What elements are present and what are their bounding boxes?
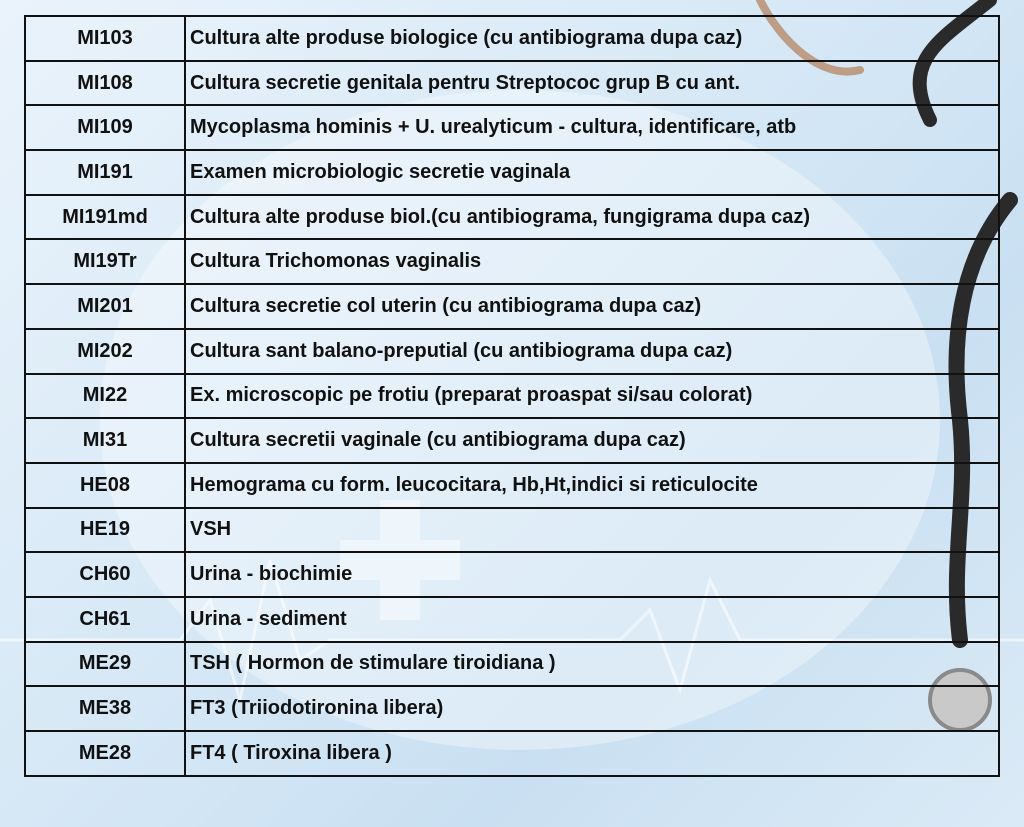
table-row bbox=[25, 105, 999, 150]
analysis-description: Cultura secretie col uterin (cu antibiograma dupa caz) bbox=[185, 284, 999, 329]
analysis-description: VSH bbox=[185, 508, 999, 553]
analysis-code: MI19Tr bbox=[25, 239, 185, 284]
analysis-description: Cultura sant balano-preputial (cu antibiograma dupa caz) bbox=[185, 329, 999, 374]
table-row bbox=[25, 731, 999, 776]
analysis-description: Urina - biochimie bbox=[185, 552, 999, 597]
table-row bbox=[25, 329, 999, 374]
table-row bbox=[25, 642, 999, 687]
table-row bbox=[25, 418, 999, 463]
analysis-description: Cultura alte produse biologice (cu antibiograma dupa caz) bbox=[185, 16, 999, 61]
analysis-description: Urina - sediment bbox=[185, 597, 999, 642]
analysis-code: HE08 bbox=[25, 463, 185, 508]
table-row bbox=[25, 239, 999, 284]
analysis-table bbox=[24, 15, 1000, 777]
analysis-code: ME38 bbox=[25, 686, 185, 731]
table-row bbox=[25, 463, 999, 508]
analysis-description: Examen microbiologic secretie vaginala bbox=[185, 150, 999, 195]
analysis-code: CH60 bbox=[25, 552, 185, 597]
analysis-description: Hemograma cu form. leucocitara, Hb,Ht,indici si reticulocite bbox=[185, 463, 999, 508]
table-row bbox=[25, 284, 999, 329]
analysis-code: MI103 bbox=[25, 16, 185, 61]
analysis-description: Mycoplasma hominis + U. urealyticum - cultura, identificare, atb bbox=[185, 105, 999, 150]
analysis-code: MI22 bbox=[25, 374, 185, 419]
analysis-description: Ex. microscopic pe frotiu (preparat proaspat si/sau colorat) bbox=[185, 374, 999, 419]
table-row bbox=[25, 552, 999, 597]
analysis-description: Cultura secretie genitala pentru Streptococ grup B cu ant. bbox=[185, 61, 999, 106]
table-row bbox=[25, 150, 999, 195]
analysis-description: Cultura alte produse biol.(cu antibiograma, fungigrama dupa caz) bbox=[185, 195, 999, 240]
table-row bbox=[25, 374, 999, 419]
table-row bbox=[25, 508, 999, 553]
table-row bbox=[25, 686, 999, 731]
analysis-code: MI109 bbox=[25, 105, 185, 150]
analysis-code: ME29 bbox=[25, 642, 185, 687]
analysis-table-container bbox=[24, 15, 1000, 809]
analysis-code: ME28 bbox=[25, 731, 185, 776]
analysis-code: MI31 bbox=[25, 418, 185, 463]
analysis-code: CH61 bbox=[25, 597, 185, 642]
table-row bbox=[25, 16, 999, 61]
table-row bbox=[25, 597, 999, 642]
analysis-description: TSH ( Hormon de stimulare tiroidiana ) bbox=[185, 642, 999, 687]
analysis-code: MI191md bbox=[25, 195, 185, 240]
analysis-code: MI108 bbox=[25, 61, 185, 106]
analysis-description: Cultura secretii vaginale (cu antibiograma dupa caz) bbox=[185, 418, 999, 463]
analysis-code: MI201 bbox=[25, 284, 185, 329]
analysis-code: MI191 bbox=[25, 150, 185, 195]
analysis-code: HE19 bbox=[25, 508, 185, 553]
table-row bbox=[25, 61, 999, 106]
analysis-description: FT3 (Triiodotironina libera) bbox=[185, 686, 999, 731]
table-row bbox=[25, 195, 999, 240]
analysis-description: Cultura Trichomonas vaginalis bbox=[185, 239, 999, 284]
analysis-code: MI202 bbox=[25, 329, 185, 374]
analysis-description: FT4 ( Tiroxina libera ) bbox=[185, 731, 999, 776]
